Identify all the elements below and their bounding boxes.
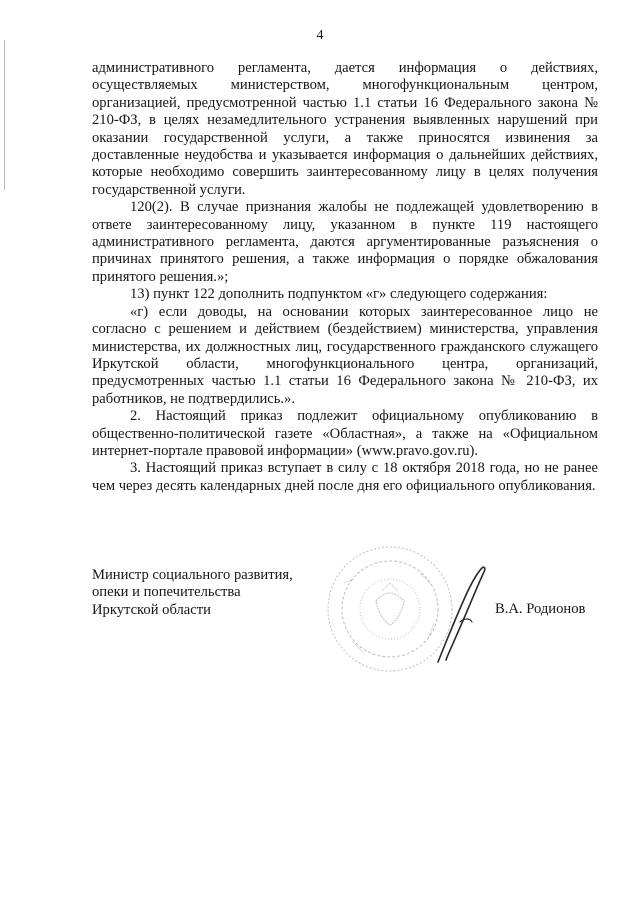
signer-position-line: Министр социального развития, [92,567,293,583]
paragraph-continuation: административного регламента, дается информация о действиях, осуществляемых министерством, многофункциональным центром, организацией, предусмотренной частью 1.1 статьи 16 Федерального закона № 210-ФЗ, в целях незамедлительного устранения выявленных нарушений при оказании государственной услуги, а также приносятся извинения за доставленные неудобства и указывается информация о дальнейших действиях, которые необходимо совершить заинтересованному лицу в целях получения государственной услуги. [92,60,598,198]
signer-position-line: Иркутской области [92,601,211,618]
signer-position-line: опеки и попечительства [92,584,241,601]
handwritten-signature [398,562,508,672]
paragraph-item-2: 2. Настоящий приказ подлежит официальному опубликованию в общественно-политической газете «Областная», а также на «Официальном интернет-портале правовой информации» (www.pravo.gov.ru). [92,408,598,459]
paragraph-item-3: 3. Настоящий приказ вступает в силу с 18 октября 2018 года, но не ранее чем через десять календарных дней после дня его официального опубликования. [92,460,598,494]
signer-name: В.А. Родионов [495,601,586,617]
page-number: 4 [316,28,324,43]
document-body [92,60,598,495]
signer-position [92,567,293,619]
paragraph-subitem-g: «г) если доводы, на основании которых заинтересованное лицо не согласно с решением и действием (бездействием) министерства, управления министерства, их должностных лиц, государственного гражданского служащего Иркутской области, многофункционального центра, организаций, предусмотренных частью 1.1 статьи 16 Федерального закона № 210-ФЗ, их работников, не подтвердились.». [92,303,598,407]
paragraph-120-2: 120(2). В случае признания жалобы не подлежащей удовлетворению в ответе заинтересованному лицу, указанном в пункте 119 настоящего административного регламента, даются аргументированные разъяснения о причинах принятого решения, а также информация о порядке обжалования принятого решения.»; [92,199,598,285]
paragraph-item-13: 13) пункт 122 дополнить подпунктом «г» следующего содержания: [130,286,548,303]
scan-edge-mark [4,40,5,190]
